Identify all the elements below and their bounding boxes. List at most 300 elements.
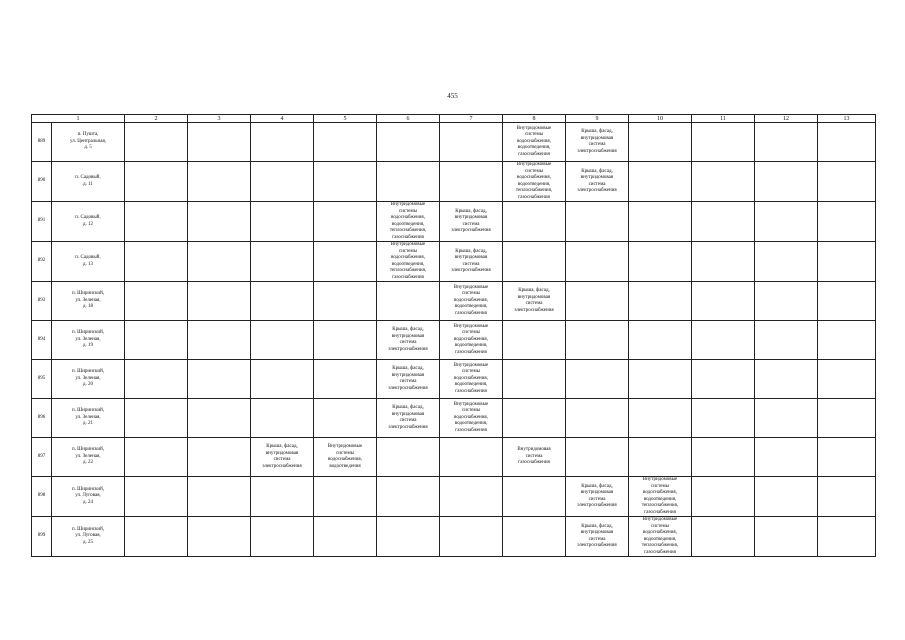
work-cell — [125, 321, 188, 360]
work-cell — [692, 517, 755, 557]
work-cell — [251, 282, 314, 321]
work-cell — [125, 438, 188, 477]
cell-text-line: электроснабжения — [451, 268, 491, 273]
work-cell — [629, 282, 692, 321]
cell-text-line: п. Шиpинский, — [72, 369, 104, 375]
work-cell — [251, 123, 314, 162]
cell-text-line: п. Шиpинский, — [72, 486, 104, 492]
cell-text-line: п. Пушта, — [77, 132, 99, 138]
column-header: 9 — [566, 115, 629, 123]
page-number: 455 — [447, 92, 458, 100]
cell-text-line: Крыша, фасад, — [455, 208, 487, 214]
cell-text-line: водоснабжения, — [517, 138, 551, 144]
cell-text-line: газоснабжения — [518, 194, 550, 200]
cell-text-line: водоснабжения, — [643, 490, 677, 495]
column-header: 1 — [32, 115, 125, 123]
cell-text-line: п. Садовый, — [75, 215, 101, 220]
cell-text-line: электроснабжения — [577, 188, 617, 193]
work-cell — [188, 321, 251, 360]
cell-text-line: Внутридомовые — [453, 362, 489, 368]
work-cell — [314, 438, 377, 477]
work-cell — [251, 162, 314, 202]
cell-text-line: водоснабжения, — [454, 414, 488, 420]
work-cell — [692, 360, 755, 399]
work-cell — [377, 438, 440, 477]
cell-text-line: д. 19 — [82, 343, 94, 349]
table-row — [32, 242, 876, 282]
work-cell — [629, 162, 692, 202]
work-cell — [440, 360, 503, 399]
cell-text-line: электроснабжения — [577, 543, 617, 548]
work-cell — [503, 360, 566, 399]
cell-text-line: электроснабжения — [388, 385, 428, 391]
cell-text-line: система — [525, 301, 543, 306]
row-number: 893 — [32, 282, 52, 321]
cell-text-line: Внутридомовые — [390, 202, 426, 207]
cell-text-line: д. 13 — [82, 261, 94, 267]
table-row — [32, 202, 876, 242]
column-header: 3 — [188, 115, 251, 123]
work-cell — [818, 162, 876, 202]
row-number: 891 — [32, 202, 52, 242]
cell-text-line: водоснабжения, — [391, 215, 425, 220]
address-cell — [52, 399, 125, 438]
cell-text-line: д. 5 — [84, 145, 92, 151]
cell-text-line: Внутридомовые — [453, 284, 489, 290]
work-cell — [566, 517, 629, 557]
work-cell — [818, 360, 876, 399]
cell-text-line: водоотведения, — [454, 343, 488, 349]
work-cell — [377, 360, 440, 399]
work-cell — [818, 321, 876, 360]
column-header: 2 — [125, 115, 188, 123]
work-cell — [566, 399, 629, 438]
cell-text-line: система — [273, 457, 291, 462]
cell-text-line: система — [399, 340, 417, 345]
cell-text-line: п. Садовый, — [75, 255, 101, 260]
cell-text-line: система — [525, 453, 543, 459]
cell-text-line: системы — [461, 369, 481, 375]
column-header: 12 — [755, 115, 818, 123]
cell-text-line: теплоснабжения, — [641, 503, 679, 508]
address-cell — [52, 123, 125, 162]
work-cell — [314, 123, 377, 162]
cell-text-line: ул. Луговая, — [75, 493, 101, 499]
work-cell — [377, 282, 440, 321]
work-cell — [377, 202, 440, 242]
work-cell — [503, 438, 566, 477]
cell-text-line: Внутридомовые — [642, 517, 678, 522]
work-cell — [503, 321, 566, 360]
header-row — [32, 115, 876, 123]
row-number: 892 — [32, 242, 52, 282]
work-cell — [692, 282, 755, 321]
cell-text-line: Внутридомовые — [516, 162, 552, 167]
column-header: 5 — [314, 115, 377, 123]
address-cell — [52, 202, 125, 242]
work-cell — [251, 202, 314, 242]
cell-text-line: система — [588, 496, 606, 502]
cell-text-line: газоснабжения — [455, 427, 487, 433]
table-row — [32, 517, 876, 557]
work-cell — [692, 162, 755, 202]
cell-text-line: электроснабжения — [388, 346, 428, 352]
cell-text-line: теплоснабжения, — [641, 543, 679, 548]
address-cell — [52, 321, 125, 360]
cell-text-line: Внутридомовые — [390, 242, 426, 247]
work-cell — [566, 360, 629, 399]
works-table — [31, 114, 876, 557]
cell-text-line: водоотведения, — [643, 536, 677, 542]
cell-text-line: водоотведения, — [391, 221, 425, 227]
cell-text-line: д. 20 — [82, 382, 94, 388]
address-cell — [52, 242, 125, 282]
cell-text-line: д. 11 — [83, 181, 93, 187]
cell-text-line: внутридомовая — [391, 333, 425, 339]
work-cell — [629, 123, 692, 162]
cell-text-line: водоотведения — [329, 463, 361, 469]
cell-text-line: система — [462, 221, 480, 227]
work-cell — [629, 321, 692, 360]
work-cell — [314, 477, 377, 517]
column-header: 6 — [377, 115, 440, 123]
table-row — [32, 321, 876, 360]
cell-text-line: системы — [335, 450, 355, 456]
cell-text-line: системы — [461, 291, 481, 297]
cell-text-line: д. 24 — [82, 499, 94, 505]
work-cell — [314, 202, 377, 242]
work-cell — [755, 438, 818, 477]
cell-text-line: газоснабжения — [518, 151, 550, 157]
table-row — [32, 360, 876, 399]
work-cell — [503, 477, 566, 517]
cell-text-line: Крыша, фасад, — [581, 129, 613, 134]
cell-text-line: электроснабжения — [514, 307, 554, 313]
cell-text-line: ул. Зеленая, — [75, 375, 101, 381]
work-cell — [188, 202, 251, 242]
cell-text-line: электроснабжения — [577, 148, 617, 154]
work-cell — [377, 123, 440, 162]
row-number: 899 — [32, 517, 52, 557]
table-row — [32, 438, 876, 477]
cell-text-line: п. Шиpинский, — [72, 291, 104, 297]
work-cell — [188, 282, 251, 321]
work-cell — [188, 162, 251, 202]
cell-text-line: Крыша, фасад, — [581, 168, 613, 174]
cell-text-line: водоснабжения, — [454, 336, 488, 342]
work-cell — [125, 360, 188, 399]
work-cell — [251, 360, 314, 399]
work-cell — [818, 517, 876, 557]
work-cell — [818, 477, 876, 517]
work-cell — [755, 282, 818, 321]
work-cell — [314, 321, 377, 360]
work-cell — [818, 438, 876, 477]
cell-text-line: газоснабжения — [392, 274, 424, 280]
cell-text-line: Внутридомовые — [327, 444, 363, 449]
work-cell — [503, 162, 566, 202]
cell-text-line: Внутридомовые — [642, 477, 678, 482]
cell-text-line: внутридомовая — [580, 530, 614, 535]
work-cell — [503, 517, 566, 557]
cell-text-line: водоснабжения, — [454, 297, 488, 303]
work-cell — [125, 202, 188, 242]
work-cell — [503, 242, 566, 282]
work-cell — [440, 282, 503, 321]
work-cell — [440, 438, 503, 477]
work-cell — [251, 321, 314, 360]
cell-text-line: ул. Луговая, — [75, 533, 101, 539]
work-cell — [188, 399, 251, 438]
work-cell — [818, 242, 876, 282]
address-cell — [52, 517, 125, 557]
column-header: 4 — [251, 115, 314, 123]
cell-text-line: система — [399, 379, 417, 384]
work-cell — [440, 162, 503, 202]
cell-text-line: п. Шиpинский, — [72, 526, 104, 532]
cell-text-line: системы — [461, 330, 481, 336]
work-cell — [377, 399, 440, 438]
work-cell — [503, 202, 566, 242]
work-cell — [755, 399, 818, 438]
work-cell — [755, 242, 818, 282]
work-cell — [629, 399, 692, 438]
column-header: 8 — [503, 115, 566, 123]
work-cell — [629, 202, 692, 242]
cell-text-line: водоотведения, — [454, 382, 488, 388]
work-cell — [755, 202, 818, 242]
cell-text-line: внутридомовая — [391, 372, 425, 378]
cell-text-line: водоотведения, — [454, 304, 488, 310]
work-cell — [314, 242, 377, 282]
work-cell — [818, 399, 876, 438]
cell-text-line: Внутридомовые — [453, 401, 489, 407]
cell-text-line: д. 12 — [82, 221, 94, 227]
work-cell — [692, 477, 755, 517]
table-row — [32, 162, 876, 202]
row-number: 890 — [32, 162, 52, 202]
work-cell — [314, 517, 377, 557]
work-cell — [440, 321, 503, 360]
cell-text-line: внутридомовая — [265, 450, 299, 456]
cell-text-line: газоснабжения — [392, 234, 424, 240]
work-cell — [818, 123, 876, 162]
cell-text-line: газоснабжения — [455, 349, 487, 355]
work-cell — [251, 438, 314, 477]
cell-text-line: внутридомовая — [580, 135, 614, 141]
cell-text-line: Крыша, фасад, — [455, 248, 487, 254]
work-cell — [125, 477, 188, 517]
cell-text-line: система — [462, 261, 480, 267]
cell-text-line: системы — [398, 208, 418, 214]
work-cell — [377, 517, 440, 557]
cell-text-line: внутридомовая — [580, 175, 614, 180]
cell-text-line: теплоснабжения, — [389, 228, 427, 233]
work-cell — [440, 477, 503, 517]
work-cell — [251, 242, 314, 282]
work-cell — [314, 399, 377, 438]
work-cell — [566, 242, 629, 282]
cell-text-line: система — [588, 181, 606, 187]
cell-text-line: системы — [650, 523, 670, 529]
work-cell — [503, 399, 566, 438]
cell-text-line: система — [588, 142, 606, 147]
cell-text-line: водоснабжения, — [454, 375, 488, 381]
cell-text-line: внутридомовая — [517, 294, 551, 300]
row-number: 889 — [32, 123, 52, 162]
cell-text-line: система — [588, 536, 606, 542]
work-cell — [566, 123, 629, 162]
work-cell — [440, 242, 503, 282]
work-cell — [692, 123, 755, 162]
work-cell — [566, 282, 629, 321]
work-cell — [188, 242, 251, 282]
work-cell — [755, 123, 818, 162]
work-cell — [755, 360, 818, 399]
work-cell — [440, 123, 503, 162]
work-cell — [755, 321, 818, 360]
cell-text-line: Крыша, фасад, — [266, 444, 298, 449]
cell-text-line: внутридомовая — [454, 255, 488, 260]
work-cell — [251, 399, 314, 438]
column-header: 7 — [440, 115, 503, 123]
work-cell — [692, 438, 755, 477]
work-cell — [692, 399, 755, 438]
cell-text-line: внутридомовая — [454, 215, 488, 220]
cell-text-line: д. 21 — [82, 421, 94, 427]
table-row — [32, 477, 876, 517]
work-cell — [188, 517, 251, 557]
cell-text-line: Крыша, фасад, — [581, 523, 613, 529]
cell-text-line: электроснабжения — [577, 503, 617, 508]
row-number: 894 — [32, 321, 52, 360]
row-number: 898 — [32, 477, 52, 517]
cell-text-line: системы — [398, 248, 418, 254]
work-cell — [629, 477, 692, 517]
cell-text-line: водоснабжения, — [391, 255, 425, 260]
work-cell — [818, 282, 876, 321]
cell-text-line: газоснабжения — [455, 310, 487, 316]
cell-text-line: водоотведения, — [517, 145, 551, 151]
work-cell — [629, 360, 692, 399]
work-cell — [629, 438, 692, 477]
cell-text-line: п. Шиpинский, — [72, 408, 104, 414]
work-cell — [188, 360, 251, 399]
work-cell — [440, 517, 503, 557]
cell-text-line: системы — [650, 483, 670, 489]
cell-text-line: газоснабжения — [455, 388, 487, 394]
column-header: 13 — [818, 115, 876, 123]
cell-text-line: ул. Центральная, — [69, 138, 106, 144]
cell-text-line: водоотведения, — [391, 261, 425, 267]
work-cell — [251, 517, 314, 557]
work-cell — [251, 477, 314, 517]
cell-text-line: системы — [461, 408, 481, 414]
work-cell — [629, 242, 692, 282]
cell-text-line: водоснабжения, — [517, 175, 551, 180]
table-row — [32, 399, 876, 438]
work-cell — [818, 202, 876, 242]
cell-text-line: системы — [524, 132, 544, 138]
work-cell — [440, 202, 503, 242]
cell-text-line: д. 22 — [82, 460, 94, 466]
work-cell — [440, 399, 503, 438]
work-cell — [125, 282, 188, 321]
work-cell — [377, 162, 440, 202]
cell-text-line: д. 18 — [82, 304, 94, 310]
cell-text-line: Крыша, фасад, — [392, 366, 424, 371]
cell-text-line: газоснабжения — [644, 509, 676, 515]
work-cell — [125, 242, 188, 282]
cell-text-line: ул. Зеленая, — [75, 336, 101, 342]
work-cell — [629, 517, 692, 557]
cell-text-line: Крыша, фасад, — [518, 288, 550, 293]
cell-text-line: теплоснабжения, — [389, 268, 427, 273]
cell-text-line: д. 25 — [82, 539, 94, 545]
work-cell — [314, 162, 377, 202]
work-cell — [692, 202, 755, 242]
work-cell — [503, 123, 566, 162]
cell-text-line: водоснабжения, — [643, 530, 677, 535]
cell-text-line: п. Садовый, — [75, 175, 101, 180]
row-number: 895 — [32, 360, 52, 399]
work-cell — [377, 321, 440, 360]
work-cell — [188, 123, 251, 162]
cell-text-line: Внутридомовые — [516, 125, 552, 131]
cell-text-line: Крыша, фасад, — [392, 405, 424, 410]
cell-text-line: водоотведения, — [517, 181, 551, 187]
cell-text-line: внутридомовая — [580, 490, 614, 495]
work-cell — [125, 517, 188, 557]
cell-text-line: системы — [524, 168, 544, 174]
work-cell — [755, 162, 818, 202]
cell-text-line: Крыша, фасад, — [581, 483, 613, 489]
work-cell — [125, 123, 188, 162]
work-cell — [566, 202, 629, 242]
cell-text-line: п. Шиpинский, — [72, 447, 104, 453]
row-number: 897 — [32, 438, 52, 477]
work-cell — [755, 517, 818, 557]
work-cell — [188, 438, 251, 477]
work-cell — [566, 438, 629, 477]
cell-text-line: ул. Зеленая, — [75, 453, 101, 459]
address-cell — [52, 477, 125, 517]
cell-text-line: система — [399, 418, 417, 423]
work-cell — [125, 162, 188, 202]
address-cell — [52, 360, 125, 399]
column-header: 11 — [692, 115, 755, 123]
table-row — [32, 123, 876, 162]
work-cell — [692, 242, 755, 282]
work-cell — [566, 162, 629, 202]
cell-text-line: ул. Зеленая, — [75, 297, 101, 303]
cell-text-line: водоотведения, — [454, 421, 488, 427]
work-cell — [125, 399, 188, 438]
cell-text-line: газоснабжения — [644, 549, 676, 555]
work-cell — [755, 477, 818, 517]
work-cell — [314, 282, 377, 321]
cell-text-line: водоотведения, — [643, 496, 677, 502]
cell-text-line: Крыша, фасад, — [392, 327, 424, 332]
cell-text-line: электроснабжения — [451, 228, 491, 233]
work-cell — [188, 477, 251, 517]
cell-text-line: теплоснабжения, — [515, 188, 553, 193]
cell-text-line: внутридомовая — [391, 411, 425, 417]
cell-text-line: электроснабжения — [388, 424, 428, 430]
address-cell — [52, 282, 125, 321]
cell-text-line: газоснабжения — [518, 460, 550, 466]
table-row — [32, 282, 876, 321]
